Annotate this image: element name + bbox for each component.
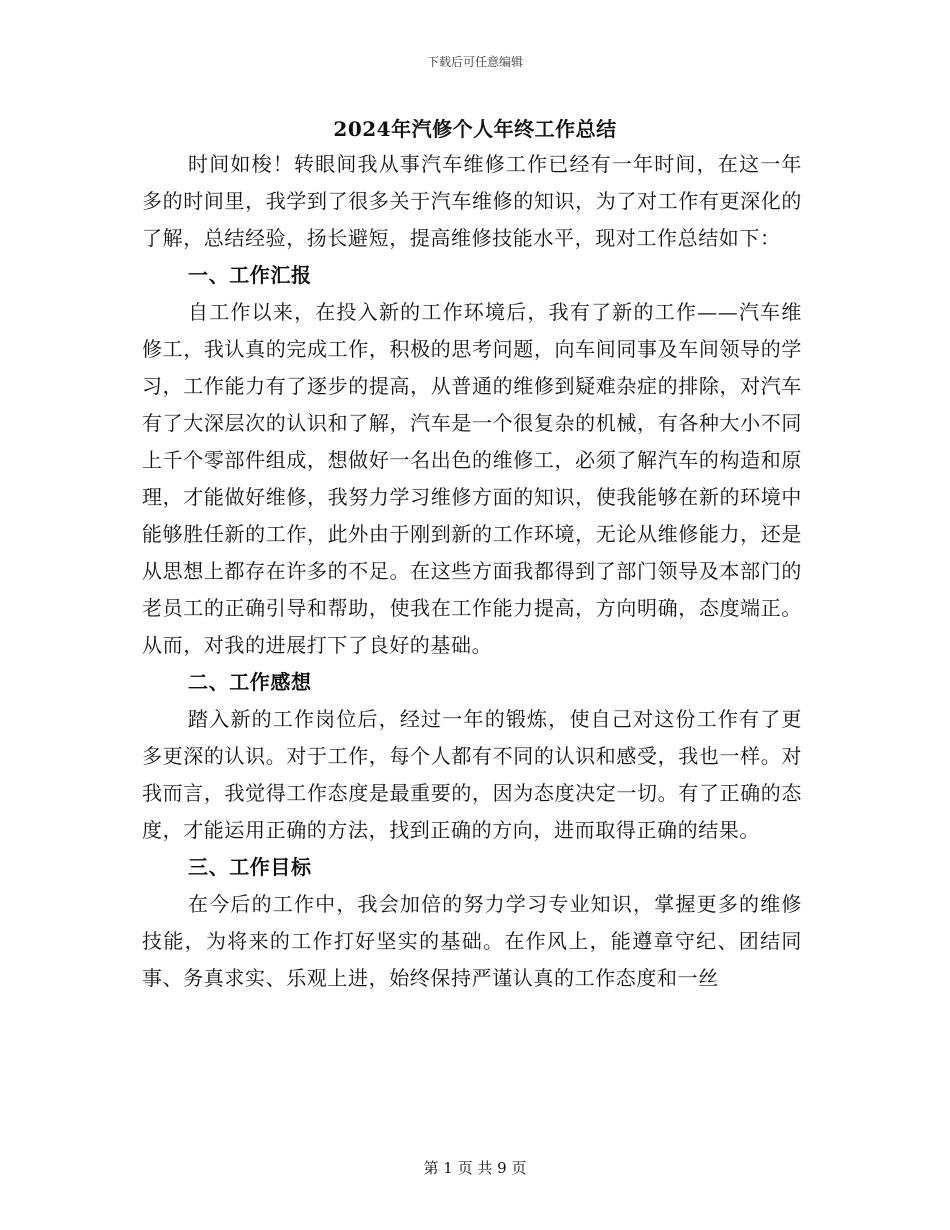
page-number-footer: 第 1 页 共 9 页: [423, 1159, 527, 1177]
section-heading-work-report: 一、工作汇报: [188, 263, 312, 287]
section-body-work-report: 自工作以来，在投入新的工作环境后，我有了新的工作——汽车维修工，我认真的完成工作，积极的思考问题，向车间同事及车间领导的学习，工作能力有了逐步的提高，从普通的维修到疑难杂症的排除，对汽车有了大深层次的认识和了解，汽车是一个很复杂的机械，有各种大小不同上千个零部件组成，想做好一名出色的维修工，必须了解汽车的构造和原理，才能做好维修，我努力学习维修方面的知识，使我能够在新的环境中能够胜任新的工作，此外由于刚到新的工作环境，无论从维修能力，还是从思想上都存在许多的不足。在这些方面我都得到了部门领导及本部门的老员工的正确引导和帮助，使我在工作能力提高，方向明确，态度端正。从而，对我的进展打下了良好的基础。: [142, 300, 802, 657]
document-title: 2024年汽修个人年终工作总结: [333, 117, 617, 141]
page-header: 下载后可任意编辑: [426, 55, 523, 69]
section-body-work-goals: 在今后的工作中，我会加倍的努力学习专业知识，掌握更多的维修技能，为将来的工作打好坚实的基础。在作风上，能遵章守纪、团结同事、务真求实、乐观上进，始终保持严谨认真的工作态度和一丝: [142, 892, 802, 990]
intro-paragraph: 时间如梭！转眼间我从事汽车维修工作已经有一年时间，在这一年多的时间里，我学到了很多关于汽车维修的知识，为了对工作有更深化的了解，总结经验，扬长避短，提高维修技能水平，现对工作总结如下：: [142, 152, 802, 250]
document-body: [142, 146, 802, 997]
section-body-work-reflections: 踏入新的工作岗位后，经过一年的锻炼，使自己对这份工作有了更多更深的认识。对于工作，每个人都有不同的认识和感受，我也一样。对我而言，我觉得工作态度是最重要的，因为态度决定一切。有了正确的态度，才能运用正确的方法，找到正确的方向，进而取得正确的结果。: [142, 707, 802, 842]
section-heading-work-reflections: 二、工作感想: [188, 670, 312, 694]
section-heading-work-goals: 三、工作目标: [188, 855, 312, 879]
